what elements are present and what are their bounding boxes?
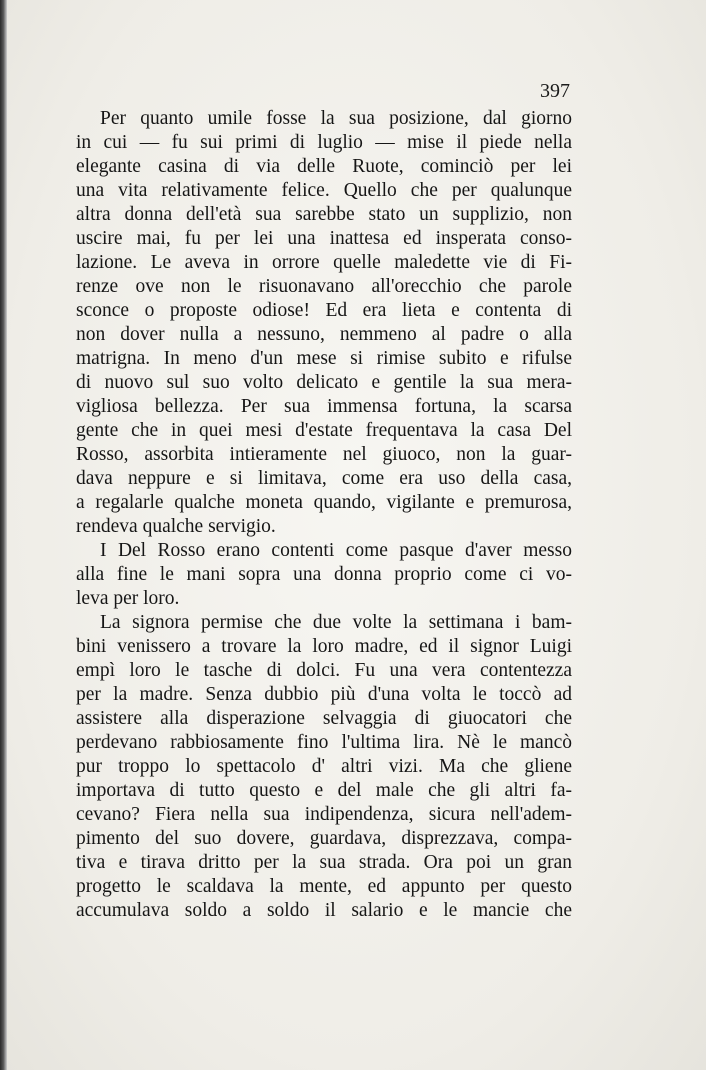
text-line: rendeva qualche servigio. xyxy=(76,516,276,537)
text-line: una vita relativamente felice. Quello che per qualunque xyxy=(76,180,572,201)
text-line: tiva e tirava dritto per la sua strada. Ora poi un gran xyxy=(76,852,572,873)
text-line: dava neppure e si limitava, come era uso della casa, xyxy=(76,468,572,489)
text-line: elegante casina di via delle Ruote, cominciò per lei xyxy=(76,156,572,177)
page-binding-edge xyxy=(0,0,7,1070)
text-line: Rosso, assorbita intieramente nel giuoco, non la guar- xyxy=(76,444,572,465)
text-line: per la madre. Senza dubbio più d'una volta le toccò ad xyxy=(76,684,572,705)
text-line: non dover nulla a nessuno, nemmeno al padre o alla xyxy=(76,324,572,345)
text-line: I Del Rosso erano contenti come pasque d'aver messo xyxy=(100,540,572,561)
text-line: bini venissero a trovare la loro madre, ed il signor Luigi xyxy=(76,636,572,657)
text-line: matrigna. In meno d'un mese si rimise subito e rifulse xyxy=(76,348,572,369)
text-line: gente che in quei mesi d'estate frequentava la casa Del xyxy=(76,420,572,441)
text-line: leva per loro. xyxy=(76,588,180,609)
page-number: 397 xyxy=(540,80,570,102)
text-line: uscire mai, fu per lei una inattesa ed insperata conso- xyxy=(76,228,572,249)
text-line: cevano? Fiera nella sua indipendenza, sicura nell'adem- xyxy=(76,804,572,825)
body-text xyxy=(76,107,572,923)
text-line: di nuovo sul suo volto delicato e gentile la sua mera- xyxy=(76,372,572,393)
text-line: pimento del suo dovere, guardava, disprezzava, compa- xyxy=(76,828,572,849)
text-line: importava di tutto questo e del male che gli altri fa- xyxy=(76,780,572,801)
text-line: accumulava soldo a soldo il salario e le mancie che xyxy=(76,900,572,921)
text-line: perdevano rabbiosamente fino l'ultima lira. Nè le mancò xyxy=(76,732,572,753)
text-line: pur troppo lo spettacolo d' altri vizi. Ma che gliene xyxy=(76,756,572,777)
text-line: empì loro le tasche di dolci. Fu una vera contentezza xyxy=(76,660,572,681)
text-line: renze ove non le risuonavano all'orecchio che parole xyxy=(76,276,572,297)
text-line: La signora permise che due volte la settimana i bam- xyxy=(100,612,572,633)
text-line: in cui — fu sui primi di luglio — mise il piede nella xyxy=(76,132,572,153)
text-line: altra donna dell'età sua sarebbe stato un supplizio, non xyxy=(76,204,572,225)
text-line: a regalarle qualche moneta quando, vigilante e premurosa, xyxy=(76,492,572,513)
text-line: alla fine le mani sopra una donna proprio come ci vo- xyxy=(76,564,572,585)
text-line: lazione. Le aveva in orrore quelle maledette vie di Fi- xyxy=(76,252,572,273)
text-line: progetto le scaldava la mente, ed appunto per questo xyxy=(76,876,572,897)
text-line: sconce o proposte odiose! Ed era lieta e contenta di xyxy=(76,300,572,321)
text-line: assistere alla disperazione selvaggia di giuocatori che xyxy=(76,708,572,729)
text-line: Per quanto umile fosse la sua posizione, dal giorno xyxy=(100,108,572,129)
text-line: vigliosa bellezza. Per sua immensa fortuna, la scarsa xyxy=(76,396,572,417)
